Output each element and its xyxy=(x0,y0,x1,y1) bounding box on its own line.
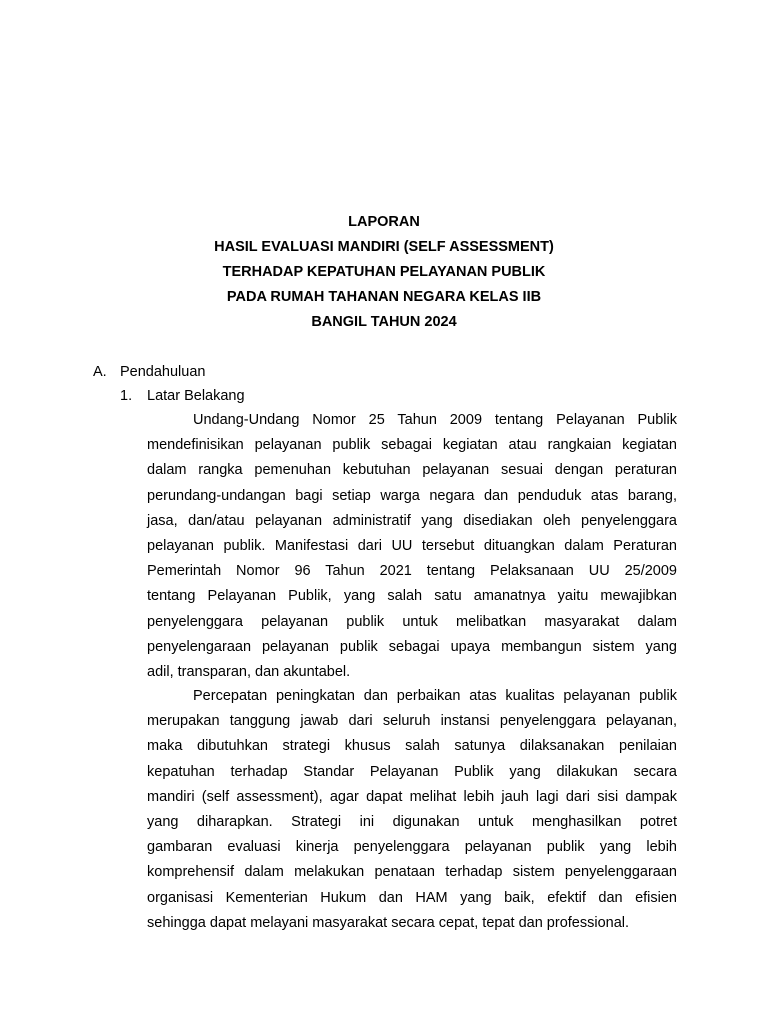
paragraph-line: Undang-Undang Nomor 25 Tahun 2009 tentang Pelayanan Publik xyxy=(193,412,677,428)
report-title xyxy=(0,210,768,335)
paragraph-line: yang diharapkan. Strategi ini digunakan untuk menghasilkan potret xyxy=(147,813,677,830)
title-line-5: BANGIL TAHUN 2024 xyxy=(311,314,457,330)
paragraph-line: komprehensif dalam melakukan penataan terhadap sistem penyelenggaraan xyxy=(147,864,677,881)
section-heading-a xyxy=(93,361,205,383)
title-line-1: LAPORAN xyxy=(348,214,420,230)
paragraph-line: penyelenggara pelayanan publik untuk melibatkan masyarakat dalam xyxy=(147,613,677,630)
paragraph-line: penyelengaraan pelayanan publik sebagai upaya membangun sistem yang xyxy=(147,638,677,655)
section-marker: A. xyxy=(93,364,107,380)
paragraph-line: Percepatan peningkatan dan perbaikan atas kualitas pelayanan publik xyxy=(193,688,677,704)
title-line-4: PADA RUMAH TAHANAN NEGARA KELAS IIB xyxy=(226,289,542,305)
paragraph-line: mandiri (self assessment), agar dapat melihat lebih jauh lagi dari sisi dampak xyxy=(147,788,677,805)
paragraph-line: Pemerintah Nomor 96 Tahun 2021 tentang Pelaksanaan UU 25/2009 xyxy=(147,563,677,580)
paragraph-line: perundang-undangan bagi setiap warga negara dan penduduk atas barang, xyxy=(147,487,677,504)
paragraph-line: adil, transparan, dan akuntabel. xyxy=(147,663,351,680)
paragraph-line: merupakan tanggung jawab dari seluruh instansi penyelenggara pelayanan, xyxy=(147,713,677,730)
paragraph-line: tentang Pelayanan Publik, yang salah satu amanatnya yaitu mewajibkan xyxy=(147,588,677,605)
section-label: Pendahuluan xyxy=(120,364,206,380)
paragraph-line: pelayanan publik. Manifestasi dari UU tersebut dituangkan dalam Peraturan xyxy=(147,537,677,554)
paragraph-line: maka dibutuhkan strategi khusus salah satunya dilaksanakan penilaian xyxy=(147,738,677,755)
subsection-label: Latar Belakang xyxy=(147,388,245,404)
paragraph-line: mendefinisikan pelayanan publik sebagai kegiatan atau rangkaian kegiatan xyxy=(147,437,677,454)
paragraph-line: organisasi Kementerian Hukum dan HAM yang baik, efektif dan efisien xyxy=(147,889,677,906)
paragraph-line: kepatuhan terhadap Standar Pelayanan Publik yang dilakukan secara xyxy=(147,763,677,780)
paragraph-line: sehingga dapat melayani masyarakat secara cepat, tepat dan professional. xyxy=(147,914,630,931)
subsection-heading-1 xyxy=(120,385,245,407)
title-line-3: TERHADAP KEPATUHAN PELAYANAN PUBLIK xyxy=(222,264,546,280)
paragraph-2 xyxy=(147,684,677,936)
paragraph-line: gambaran evaluasi kinerja penyelenggara pelayanan publik yang lebih xyxy=(147,839,677,856)
subsection-marker: 1. xyxy=(120,388,133,404)
paragraph-line: jasa, dan/atau pelayanan administratif yang disediakan oleh penyelenggara xyxy=(147,512,677,529)
paragraph-1 xyxy=(147,408,677,685)
paragraph-line: dalam rangka pemenuhan kebutuhan pelayanan sesuai dengan peraturan xyxy=(147,462,677,479)
title-line-2: HASIL EVALUASI MANDIRI (SELF ASSESSMENT) xyxy=(214,239,554,255)
